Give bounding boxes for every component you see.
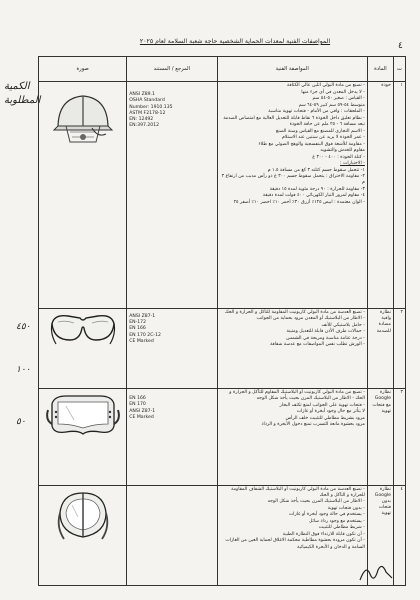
- row-ref: [127, 389, 217, 485]
- row-seq: ٣: [393, 389, 405, 485]
- spec-line: مزود بشريط مطاطي للتثبيت خلف الرأس: [285, 415, 365, 421]
- spec-line: - أن تكون قابلة للارتداء فوق النظارة الطبية: [282, 531, 365, 537]
- spec-line: - مقاومة للأشعة فوق البنفسجية والوهج الضوئي مع طلاء: [258, 141, 365, 147]
- row-seq: ١: [393, 82, 405, 309]
- spec-line: - كتلة الخوذة : ٤٠٠ - ٣٠٠ غ: [312, 154, 365, 160]
- spec-line: ٤- مقاوم لمرور التيار الكهربائي ٤٠٠ فولت لمدة دقيقة: [262, 193, 365, 199]
- spec-line: لا يتأثر مع حال وجود أبخرة أو غازات: [296, 409, 365, 415]
- row-spec: [217, 82, 367, 309]
- spec-line: - يستخدم في حالة وجود أبخرة أو غازات: [288, 512, 365, 518]
- ref-line: CE Marked: [129, 338, 154, 344]
- spec-line: - تصنع العدسة من مادة البولي كاربونيت أو البلاستيك الشفاف المقاومة للحرارة و التآكل و الحك: [231, 486, 365, 498]
- page-mark: ٤: [398, 41, 403, 51]
- row-image: [39, 82, 127, 309]
- row-image: [39, 308, 127, 388]
- spec-line: تبعد مسافة ٦ - ٢٥ ملم عن حافة الخوذة: [289, 122, 365, 128]
- table-row: [39, 485, 406, 585]
- margin-number: ٥٠: [16, 417, 26, 427]
- table-row: [39, 308, 406, 388]
- row-ref: [127, 308, 217, 388]
- spec-line: - عمر الخوذة لا يزيد عن سنتين عند الاستلام: [282, 135, 365, 141]
- spec-line: - الملحقات : واقي من الأمام - فتحات تهوية مناسبة: [268, 109, 365, 115]
- table-row: [39, 82, 406, 309]
- spec-line: مزود بحشوة مانعة للتسرب تمنع دخول الأبخرة و الرذاذ: [261, 422, 365, 428]
- sealed-goggles-icon: [54, 487, 112, 545]
- row-seq: ٤: [393, 485, 405, 585]
- row-item: نظارة Google مع فتحات تهوية: [367, 389, 393, 485]
- ref-line: ANSI Z87-1: [129, 313, 156, 319]
- ref-line: ASTM F2178-12: [129, 110, 166, 116]
- ref-line: Number: 1910.135: [129, 104, 173, 110]
- margin-note: المطلوبة: [4, 95, 41, 106]
- ref-line: ANSI Z89.1: [129, 92, 155, 98]
- specification-table: [38, 56, 406, 586]
- table-header-row: [39, 57, 406, 82]
- ref-line: EN 166: [129, 396, 146, 402]
- ref-line: OSHA Standard: [129, 98, 165, 104]
- signature-scribble: [356, 560, 396, 586]
- row-seq: ٢: [393, 308, 405, 388]
- spec-line: - الوان معتمدة : ابيض ١٢٥٪ أزرق ٣٠٪ أحمر ١٠٪ اخضر ١٠٪ أصفر ٢٥: [233, 199, 365, 205]
- vented-goggles-icon: [46, 390, 120, 442]
- row-image: [39, 485, 127, 585]
- row-image: [39, 389, 127, 485]
- spec-line: ٢- مقاومة الاختراق : يتحمل سقوط جسم ٣٠٠ غ ذو رأس مدبب من ارتفاع ٣ م: [221, 174, 365, 186]
- row-spec: [217, 485, 367, 585]
- document-title: المواصفات الفنية لمعدات الحماية الشخصية حاجة شعبة السلامة لعام ٢٠٢٥: [139, 38, 331, 45]
- ref-line: EN 170: [129, 402, 146, 408]
- spec-line: - الاطار من البلاستيك المرن بحيث يأخذ شكل الوجه: [267, 499, 365, 505]
- spec-line: - القياس : صغير ٥٠-٥٤ سم: [312, 96, 365, 102]
- header-image: صورة: [39, 57, 127, 82]
- row-item: خوذة: [367, 82, 393, 309]
- margin-number: ١٠٠: [16, 365, 31, 375]
- spec-line: متوسط ٥٤-٥٩ سم كبير ٥٩-٦٤ سم: [298, 102, 365, 108]
- spec-line: - الورش تطلب نفس المواصفات مع عدسة شفافة: [270, 342, 365, 348]
- spec-line: - حمالات طرف الأذن قابلة للتعديل ومتينة: [286, 329, 365, 335]
- ref-line: EN 170 2C-12: [129, 332, 161, 338]
- row-item: نظارة واقية مضادة للصدمة: [367, 308, 393, 388]
- spec-line: ٣- مقاومة للحرارة : ٩٠ درجة مئوية لمدة ١٥ دقيقة: [269, 186, 365, 192]
- ref-line: EN 166: [129, 326, 146, 332]
- spec-line: - الاختبارات :: [340, 161, 365, 167]
- header-spec: المواصفة الفنية: [217, 57, 367, 82]
- header-item: المادة: [367, 57, 393, 82]
- row-spec: [217, 389, 367, 485]
- spec-line: - درجة عتامة مناسبة ومريحة في الشمس: [286, 335, 365, 341]
- margin-number: ٤٥٠: [16, 322, 31, 332]
- spec-line: - تصنع من مادة البولي كاربونيت أو البلاستيك المقاوم للتآكل و الحرارة و الحك - الاطار من البلاستيك المرن بحيث يأخذ شكل الوجه: [229, 390, 365, 402]
- spec-line: - لا يدخل المعدن في أي جزء منها: [301, 89, 365, 95]
- header-ref: المرجع / المستند: [127, 57, 217, 82]
- spec-line: - يستخدم مع وجود رذاذ سائل: [308, 518, 365, 524]
- header-seq: ت: [393, 57, 405, 82]
- spec-line: - شريط مطاطي للتثبيت: [318, 525, 365, 531]
- safety-helmet-icon: [52, 90, 114, 146]
- spec-line: - أن تكون مزودة بحشوة مطاطية محكمة الاغلاق لحماية العين من الغازات السامة و الدخان و الأبخرة الكيميائية: [225, 538, 365, 550]
- margin-note: الكمية: [4, 81, 30, 92]
- row-item: نظارة Google بدون فتحات تهوية: [367, 485, 393, 585]
- spec-line: - تصنع من مادة البولي اثلين عالي الكثافة: [287, 83, 365, 89]
- spec-line: - الاسم التجاري للمصنع مع القياس وسنة الصنع: [275, 128, 365, 134]
- row-ref: [127, 485, 217, 585]
- spec-line: - بدون فتحات تهوية: [327, 505, 365, 511]
- table-row: [39, 389, 406, 485]
- ref-line: ANSI Z87-1: [129, 408, 156, 414]
- row-ref: [127, 82, 217, 309]
- ref-line: EN-172: [129, 320, 147, 326]
- spec-line: - فتحات تهوية على الجوانب لمنع تكثف البخار: [279, 402, 365, 408]
- ref-line: EN:397.2012: [129, 123, 160, 129]
- spec-line: - نظام تعليق داخل الخوذة ٦ نقاط قابلة للتعديل العالية مع امتصاص الصدمة: [223, 115, 365, 121]
- spec-line: - تصنع العدسة من مادة البولي كاربونيت المقاومة للتاكل و الحرارة و الحك: [224, 309, 365, 315]
- spec-line: ١- تتحمل سقوط جسم كتلته ٣ كغ من مسافة ١.٥ م: [267, 167, 365, 173]
- row-spec: [217, 308, 367, 388]
- spec-line: - الاطار من البلاستيك أو المعدن مزود بحماية من الجوانب: [256, 316, 365, 322]
- ref-line: EN: 12492: [129, 116, 154, 122]
- spec-line: مقاوم للخدش والتشويه: [320, 148, 365, 154]
- spec-line: - حامل بلاستيكي للأنف: [321, 322, 365, 328]
- margin-notes: [4, 80, 41, 108]
- safety-glasses-icon: [48, 310, 118, 350]
- ref-line: CE Marked: [129, 414, 154, 420]
